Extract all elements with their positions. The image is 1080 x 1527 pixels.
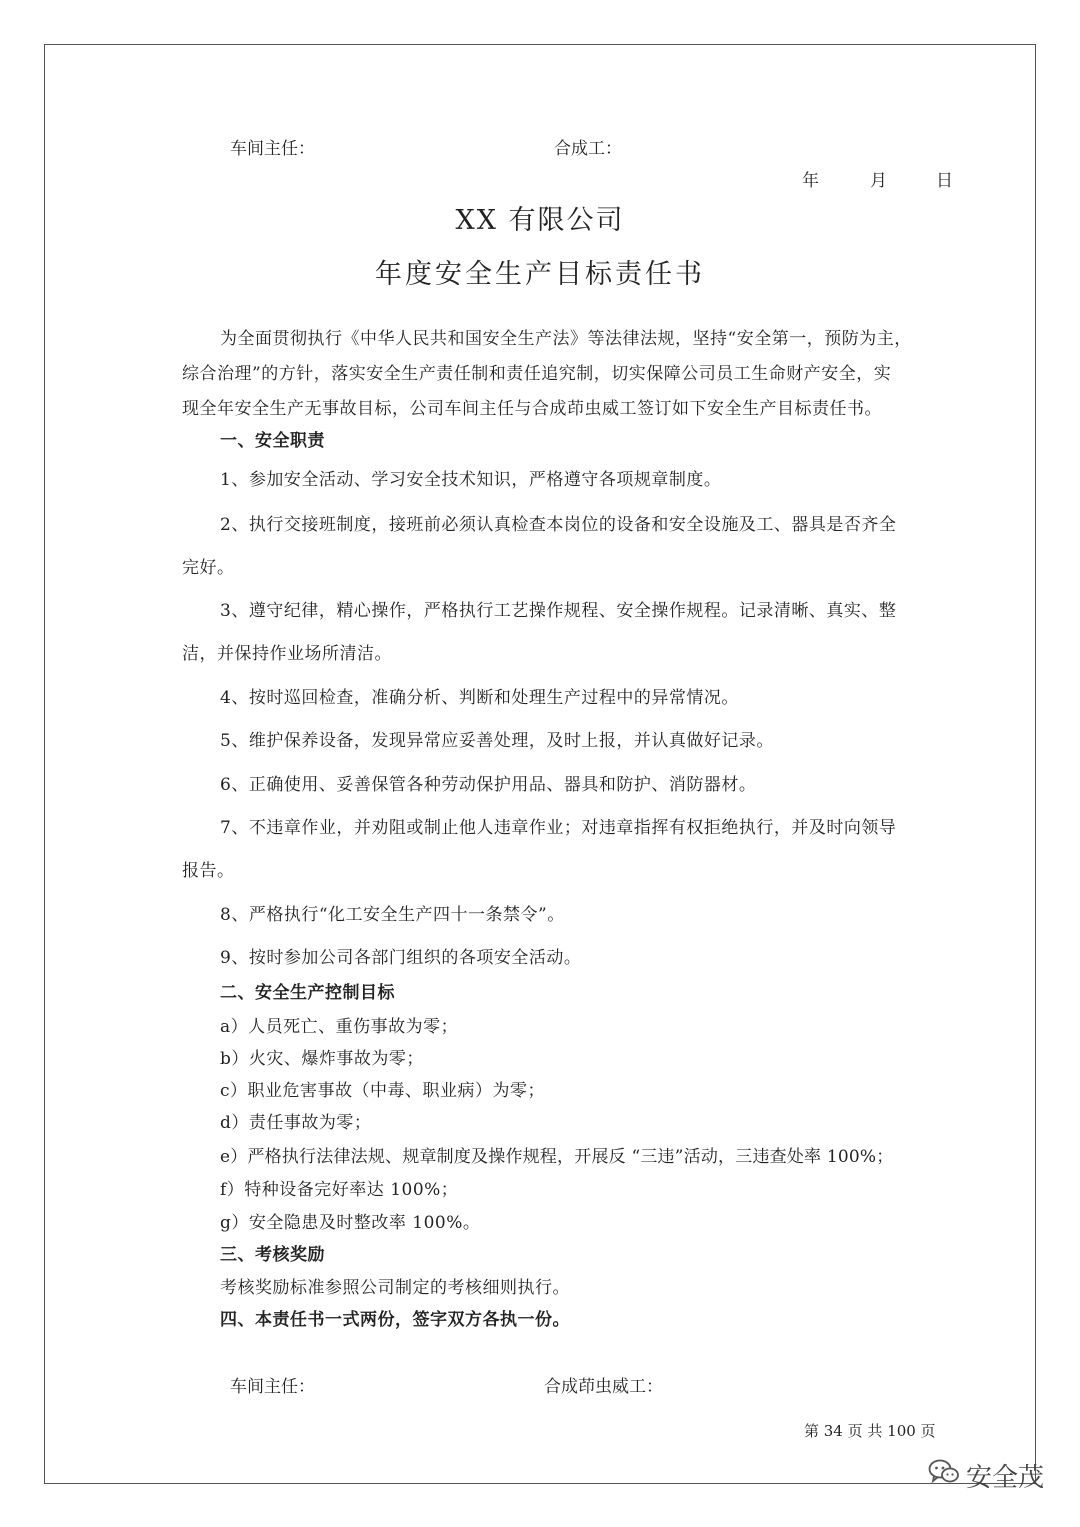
section1-item-6: 6、正确使用、妥善保管各种劳动保护用品、器具和防护、消防器材。 — [220, 775, 757, 795]
section1-item-4: 4、按时巡回检查，准确分析、判断和处理生产过程中的异常情况。 — [220, 688, 739, 708]
section1-item-5: 5、维护保养设备，发现异常应妥善处理，及时上报，并认真做好记录。 — [220, 731, 774, 751]
section2-item-b: b）火灾、爆炸事故为零； — [220, 1049, 424, 1069]
section2-item-c: c）职业危害事故（中毒、职业病）为零； — [220, 1081, 546, 1101]
header-workshop-director-label: 车间主任： — [230, 139, 315, 159]
section1-item-2-line-2: 完好。 — [182, 558, 235, 578]
section1-item-3-line-1: 3、遵守纪律，精心操作，严格执行工艺操作规程、安全操作规程。记录清晰、真实、整 — [220, 601, 897, 621]
section1-item-8: 8、严格执行“化工安全生产四十一条禁令”。 — [220, 905, 565, 925]
page-number: 第 34 页 共 100 页 — [804, 1422, 936, 1440]
footer-workshop-director-label: 车间主任： — [230, 1377, 315, 1397]
section1-item-7-line-2: 报告。 — [182, 861, 235, 881]
section2-item-g: g）安全隐患及时整改率 100%。 — [220, 1213, 481, 1233]
wechat-icon — [928, 1458, 960, 1493]
footer-worker-label: 合成茚虫威工： — [544, 1377, 663, 1397]
section3-text: 考核奖励标准参照公司制定的考核细则执行。 — [220, 1278, 570, 1298]
watermark-text: 安全茂 — [966, 1463, 1045, 1493]
intro-line-2: 综合治理”的方针，落实安全生产责任制和责任追究制，切实保障公司员工生命财产安全，实 — [182, 364, 892, 384]
header-date-month: 月 — [870, 171, 887, 191]
document-title: 年度安全生产目标责任书 — [375, 259, 705, 290]
section1-item-9: 9、按时参加公司各部门组织的各项安全活动。 — [220, 948, 582, 968]
section1-item-3-line-2: 洁，并保持作业场所清洁。 — [182, 644, 392, 664]
section4-heading: 四、本责任书一式两份，签字双方各执一份。 — [220, 1310, 570, 1330]
section2-item-f: f）特种设备完好率达 100%； — [220, 1180, 459, 1200]
section2-item-d: d）责任事故为零； — [220, 1113, 372, 1133]
section1-item-7-line-1: 7、不违章作业，并劝阻或制止他人违章作业；对违章指挥有权拒绝执行，并及时向领导 — [220, 818, 897, 838]
section2-item-e: e）严格执行法律法规、规章制度及操作规程，开展反 “三违”活动，三违查处率 100%； — [220, 1147, 894, 1167]
section1-item-1: 1、参加安全活动、学习安全技术知识，严格遵守各项规章制度。 — [220, 470, 722, 490]
section1-heading: 一、安全职责 — [220, 431, 325, 451]
section1-item-2-line-1: 2、执行交接班制度，接班前必须认真检查本岗位的设备和安全设施及工、器具是否齐全 — [220, 515, 897, 535]
intro-line-3: 现全年安全生产无事故目标，公司车间主任与合成茚虫威工签订如下安全生产目标责任书。 — [182, 399, 882, 419]
intro-line-1: 为全面贯彻执行《中华人民共和国安全生产法》等法律法规，坚持“安全第一，预防为主， — [220, 329, 912, 349]
header-date-year: 年 — [802, 171, 819, 191]
watermark — [928, 1457, 1044, 1494]
header-date-day: 日 — [936, 171, 953, 191]
company-title: XX 有限公司 — [455, 205, 625, 236]
header-worker-label: 合成工： — [554, 139, 622, 159]
section3-heading: 三、考核奖励 — [220, 1245, 325, 1265]
section2-heading: 二、安全生产控制目标 — [220, 983, 395, 1003]
section2-item-a: a）人员死亡、重伤事故为零； — [220, 1017, 459, 1037]
